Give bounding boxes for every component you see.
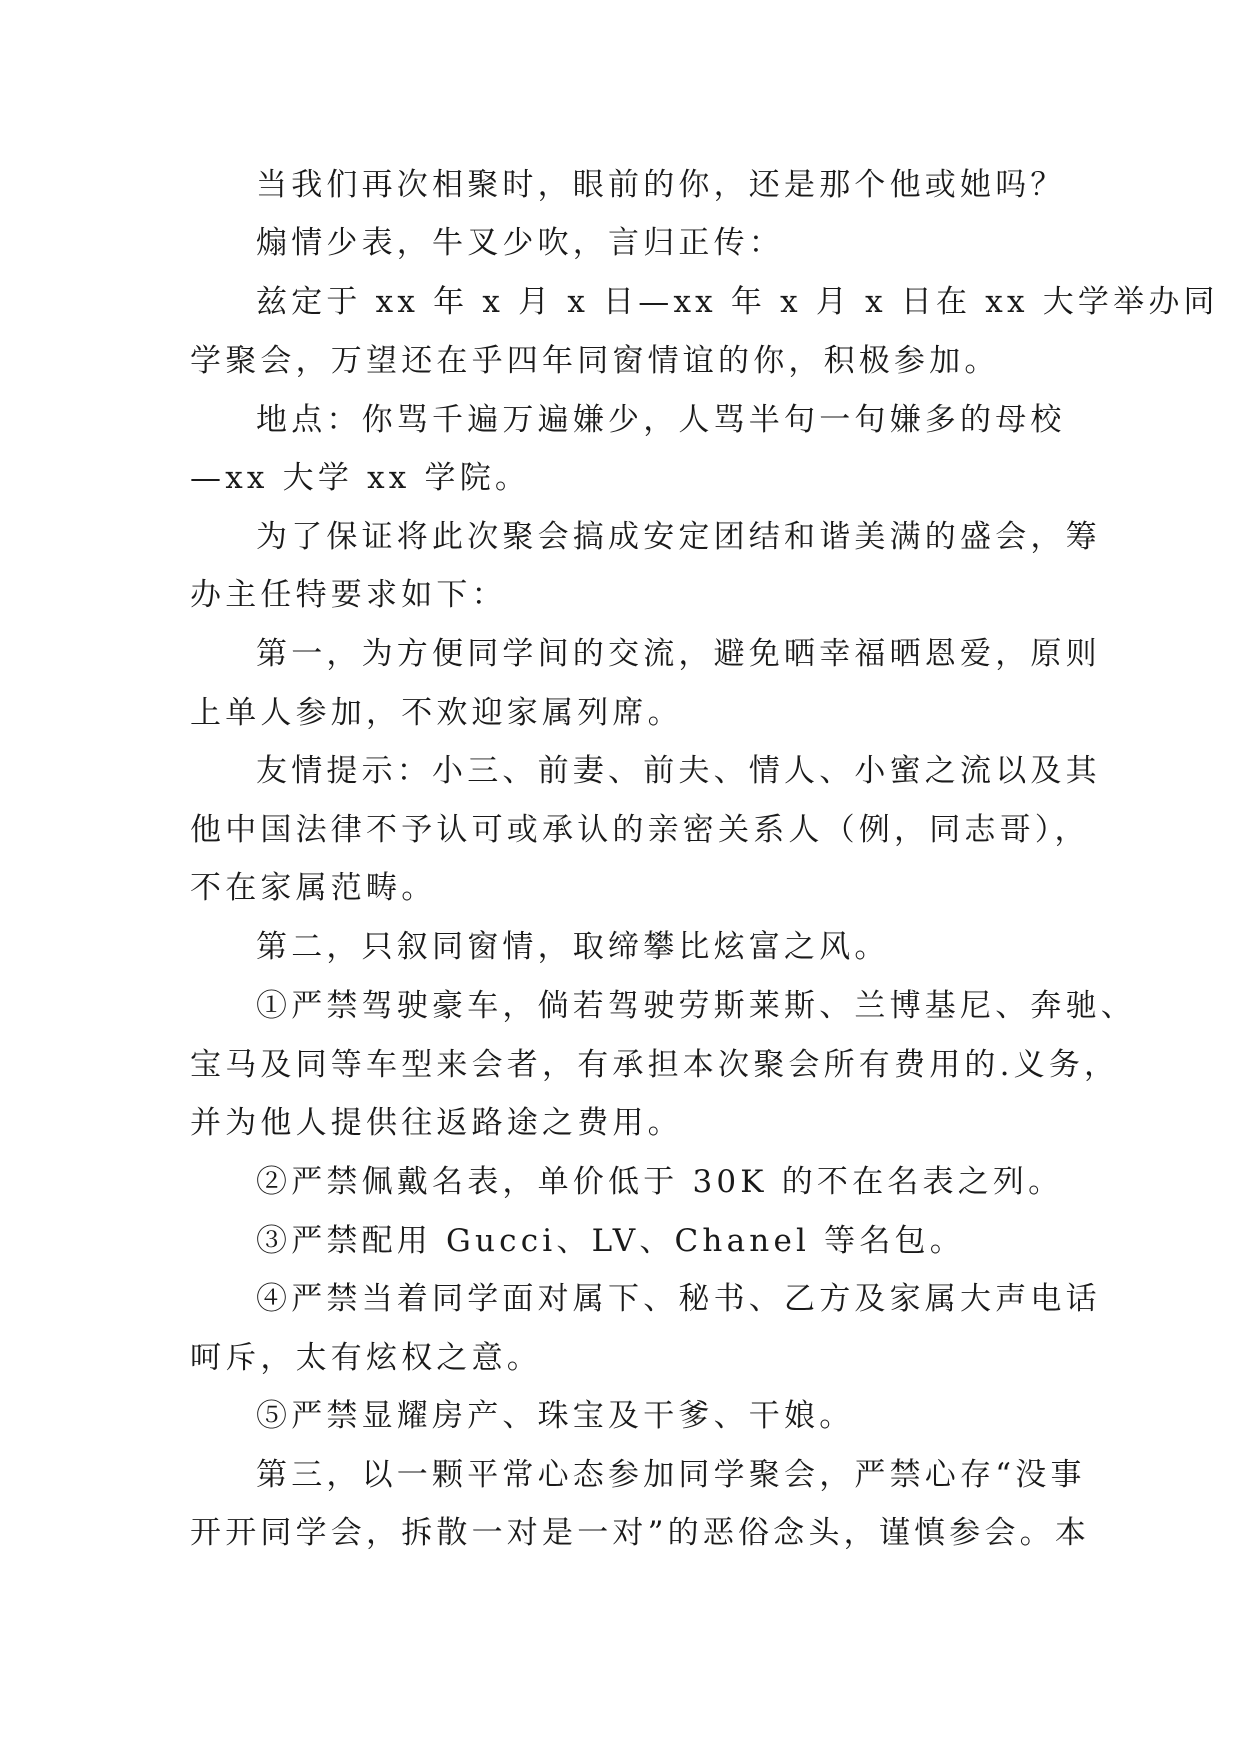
paragraph-line: 学聚会，万望还在乎四年同窗情谊的你，积极参加。 bbox=[190, 343, 1000, 379]
paragraph-line: ①严禁驾驶豪车，倘若驾驶劳斯莱斯、兰博基尼、奔驰、 bbox=[256, 988, 1136, 1024]
paragraph-line: ⑤严禁显耀房产、珠宝及干爹、干娘。 bbox=[256, 1398, 855, 1434]
paragraph-line: —xx 大学 xx 学院。 bbox=[190, 460, 531, 496]
paragraph-line: 不在家属范畴。 bbox=[190, 870, 437, 906]
paragraph-line: 办主任特要求如下： bbox=[190, 577, 507, 613]
paragraph-line: 第三，以一颗平常心态参加同学聚会，严禁心存“没事 bbox=[256, 1457, 1086, 1493]
paragraph-line: 宝马及同等车型来会者，有承担本次聚会所有费用的.义务， bbox=[190, 1047, 1120, 1083]
paragraph-line: 开开同学会，拆散一对是一对”的恶俗念头，谨慎参会。本 bbox=[190, 1515, 1091, 1551]
paragraph-line: 煽情少表，牛叉少吹，言归正传： bbox=[256, 225, 784, 261]
paragraph-line: ②严禁佩戴名表，单价低于 30K 的不在名表之列。 bbox=[256, 1164, 1064, 1200]
paragraph-line: 第一，为方便同学间的交流，避免晒幸福晒恩爱，原则 bbox=[256, 636, 1101, 672]
paragraph-line: 为了保证将此次聚会搞成安定团结和谐美满的盛会，筹 bbox=[256, 519, 1101, 555]
paragraph-line: 第二，只叙同窗情，取缔攀比炫富之风。 bbox=[256, 929, 890, 965]
paragraph-line: 并为他人提供往返路途之费用。 bbox=[190, 1105, 683, 1141]
paragraph-line: 上单人参加，不欢迎家属列席。 bbox=[190, 695, 683, 731]
paragraph-line: 他中国法律不予认可或承认的亲密关系人（例，同志哥）， bbox=[190, 812, 1090, 848]
paragraph-line: 地点：你骂千遍万遍嫌少，人骂半句一句嫌多的母校 bbox=[256, 402, 1066, 438]
paragraph-line: ③严禁配用 Gucci、LV、Chanel 等名包。 bbox=[256, 1223, 965, 1259]
paragraph-line: 友情提示：小三、前妻、前夫、情人、小蜜之流以及其 bbox=[256, 753, 1101, 789]
paragraph-line: ④严禁当着同学面对属下、秘书、乙方及家属大声电话 bbox=[256, 1281, 1101, 1317]
paragraph-line: 兹定于 xx 年 x 月 x 日—xx 年 x 月 x 日在 xx 大学举办同 bbox=[256, 284, 1219, 320]
paragraph-line: 当我们再次相聚时，眼前的你，还是那个他或她吗？ bbox=[256, 167, 1066, 203]
paragraph-line: 呵斥，太有炫权之意。 bbox=[190, 1340, 542, 1376]
